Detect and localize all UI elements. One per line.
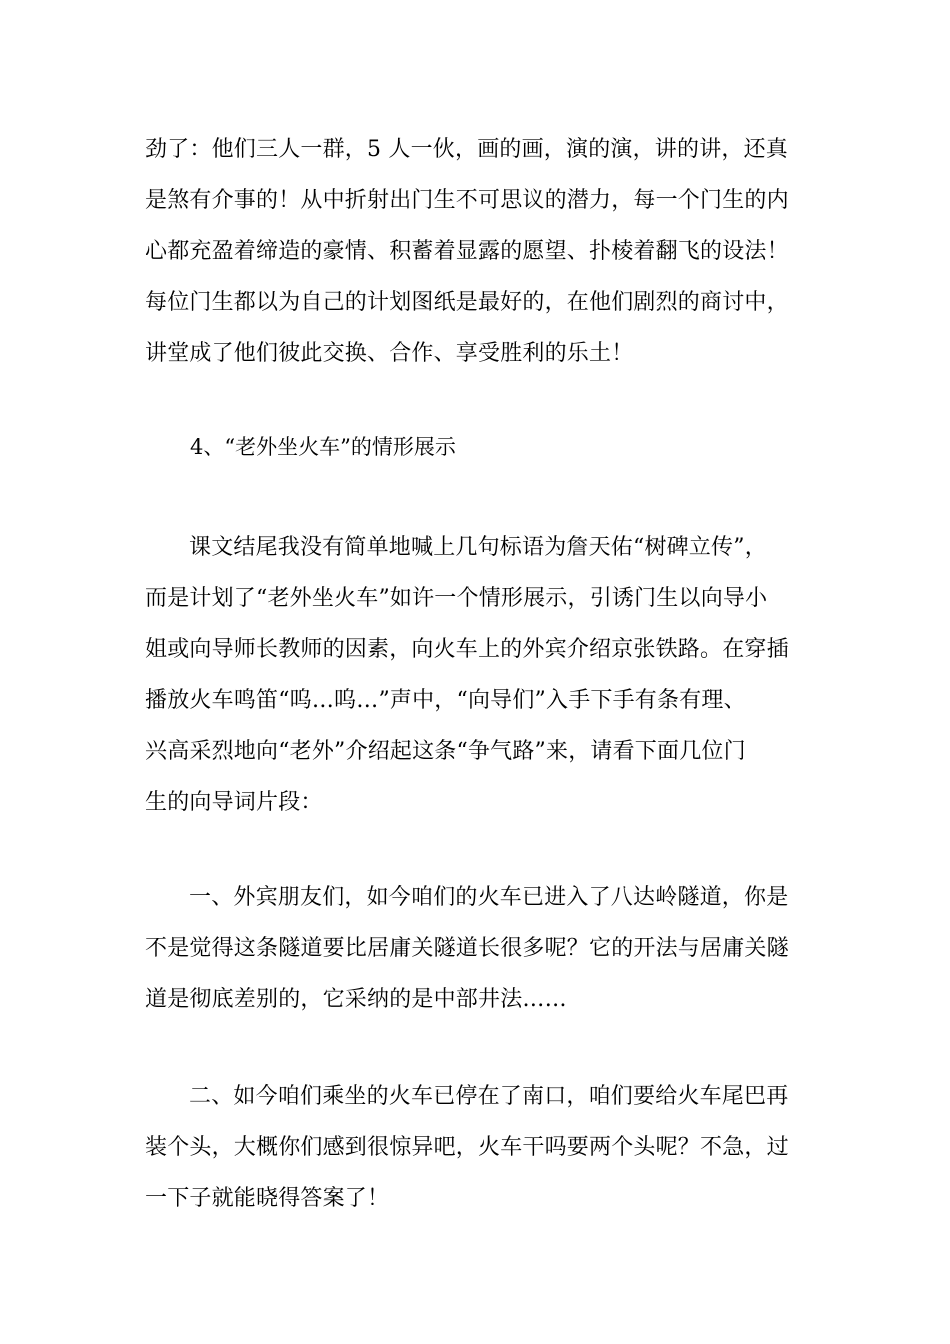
paragraph-line: 课文结尾我没有简单地喊上几句标语为詹天佑“树碑立传”，	[189, 535, 767, 560]
paragraph-line: 生的向导词片段：	[145, 790, 323, 815]
paragraph-line: 劲了：他们三人一群，5 人一伙，画的画，演的演，讲的讲，还真	[145, 137, 788, 162]
paragraph-line: 播放火车鸣笛“呜…呜…”声中，“向导们”入手下手有条有理、	[145, 688, 746, 713]
section-heading: 4、“老外坐火车”的情形展示	[190, 435, 456, 459]
paragraph-line: 而是计划了“老外坐火车”如许一个情形展示，引诱门生以向导小	[145, 586, 768, 611]
paragraph-line: 一、外宾朋友们，如今咱们的火车已进入了八达岭隧道，你是	[189, 885, 789, 910]
paragraph-line: 心都充盈着缔造的豪情、积蓄着显露的愿望、扑棱着翻飞的设法！	[145, 239, 789, 264]
paragraph-line: 姐或向导师长教师的因素，向火车上的外宾介绍京张铁路。在穿插	[145, 637, 789, 662]
paragraph-3	[145, 872, 810, 1025]
paragraph-2	[145, 522, 810, 828]
paragraph-line: 每位门生都以为自己的计划图纸是最好的，在他们剧烈的商讨中，	[145, 290, 789, 315]
paragraph-line: 不是觉得这条隧道要比居庸关隧道长很多呢？它的开法与居庸关隧	[145, 936, 789, 961]
paragraph-line: 是煞有介事的！从中折射出门生不可思议的潜力，每一个门生的内	[145, 188, 789, 213]
paragraph-line: 讲堂成了他们彼此交换、合作、享受胜利的乐土！	[145, 341, 634, 366]
paragraph-line: 兴高采烈地向“老外”介绍起这条“争气路”来，请看下面几位门	[145, 739, 746, 764]
paragraph-1	[145, 124, 810, 379]
paragraph-line: 装个头，大概你们感到很惊异吧，火车干吗要两个头呢？不急，过	[145, 1135, 789, 1160]
paragraph-line: 二、如今咱们乘坐的火车已停在了南口，咱们要给火车尾巴再	[189, 1084, 789, 1109]
paragraph-line: 道是彻底差别的，它采纳的是中部井法……	[145, 987, 567, 1012]
paragraph-line: 一下子就能晓得答案了！	[145, 1186, 390, 1211]
paragraph-4	[145, 1071, 810, 1224]
